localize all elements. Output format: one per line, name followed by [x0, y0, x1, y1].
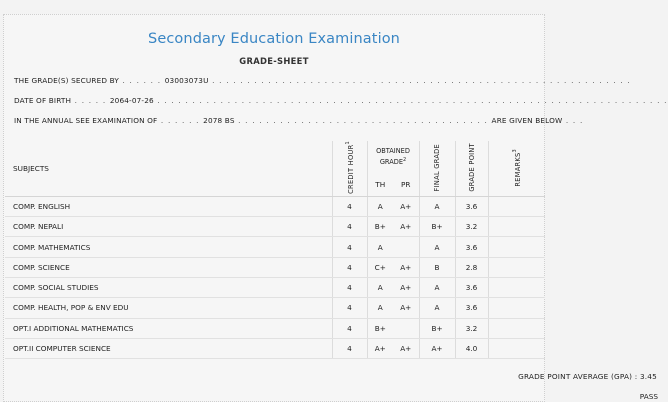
subject-cell: COMP. MATHEMATICS: [5, 237, 332, 257]
gpa-line: [518, 372, 657, 381]
dob-value: 2064-07-26: [109, 96, 154, 105]
remarks-cell: [488, 298, 545, 318]
gpa-value: 3.45: [639, 372, 657, 381]
table-row: [5, 196, 545, 216]
grades-table: [5, 141, 545, 359]
credit-cell: 4: [332, 257, 367, 277]
remarks-cell: [488, 338, 545, 358]
grade-point-cell: 4.0: [455, 338, 488, 358]
final-grade-cell: A: [419, 237, 455, 257]
secured-by-label: THE GRADE(S) SECURED BY: [14, 76, 119, 85]
th-grade-cell: A: [367, 278, 393, 298]
exam-suffix: ARE GIVEN BELOW: [491, 116, 563, 125]
final-grade-cell: A+: [419, 338, 455, 358]
grade-point-cell: 3.2: [455, 217, 488, 237]
credit-cell: 4: [332, 237, 367, 257]
th-grade-cell: A: [367, 196, 393, 216]
subjects-header: SUBJECTS: [5, 141, 332, 196]
table-header-row: [5, 141, 545, 174]
pr-grade-cell: A+: [393, 257, 419, 277]
dob-label: DATE OF BIRTH: [14, 96, 72, 105]
final-grade-header: FINAL GRADE: [419, 141, 455, 196]
secured-by-line: THE GRADE(S) SECURED BY . . . . . . 03003073U . . . . . . . . . . . . . . . . . . . . . . . . . . . . . . . . . . . . . . . . . . . . . . . . . . . . . . . . . . . .: [14, 76, 631, 85]
remarks-cell: [488, 278, 545, 298]
pr-grade-cell: A+: [393, 196, 419, 216]
subject-cell: OPT.I ADDITIONAL MATHEMATICS: [5, 318, 332, 338]
remarks-cell: [488, 217, 545, 237]
pr-header: PR: [393, 174, 419, 197]
remarks-cell: [488, 237, 545, 257]
table-row: [5, 278, 545, 298]
credit-hour-header: CREDIT HOUR$^1$: [332, 141, 367, 196]
page-subtitle: GRADE-SHEET: [239, 56, 309, 66]
grade-point-cell: 3.6: [455, 298, 488, 318]
credit-cell: 4: [332, 217, 367, 237]
remarks-cell: [488, 318, 545, 338]
table-row: [5, 338, 545, 358]
exam-year: 2078 BS: [203, 116, 235, 125]
final-grade-cell: A: [419, 278, 455, 298]
table-row: [5, 217, 545, 237]
grade-point-cell: 3.2: [455, 318, 488, 338]
pr-grade-cell: [393, 318, 419, 338]
grade-point-cell: 3.6: [455, 196, 488, 216]
exam-line: IN THE ANNUAL SEE EXAMINATION OF . . . . . . 2078 BS . . . . . . . . . . . . . . . . . . . . . . . . . . . . . . . . . . . . ARE GIVEN BELOW . . .: [14, 116, 584, 125]
table-row: [5, 298, 545, 318]
subject-cell: COMP. HEALTH, POP & ENV EDU: [5, 298, 332, 318]
grade-point-cell: 3.6: [455, 278, 488, 298]
th-grade-cell: A+: [367, 338, 393, 358]
th-grade-cell: B+: [367, 217, 393, 237]
credit-cell: 4: [332, 338, 367, 358]
final-grade-cell: B+: [419, 217, 455, 237]
final-grade-cell: A: [419, 298, 455, 318]
table-row: [5, 237, 545, 257]
credit-cell: 4: [332, 318, 367, 338]
gpa-label: GRADE POINT AVERAGE (GPA) :: [518, 372, 638, 381]
pr-grade-cell: A+: [393, 217, 419, 237]
pr-grade-cell: A+: [393, 278, 419, 298]
dob-line: DATE OF BIRTH . . . . . 2064-07-26 . . . . . . . . . . . . . . . . . . . . . . . . . . . . . . . . . . . . . . . . . . . . . . . . . . . . . . . . . . . . . . . . . . . . . . . . .: [14, 96, 668, 105]
credit-cell: 4: [332, 278, 367, 298]
credit-cell: 4: [332, 196, 367, 216]
table-row: [5, 318, 545, 338]
grade-point-cell: 2.8: [455, 257, 488, 277]
grade-point-cell: 3.6: [455, 237, 488, 257]
th-grade-cell: B+: [367, 318, 393, 338]
th-grade-cell: A: [367, 298, 393, 318]
page-title: Secondary Education Examination: [148, 31, 400, 47]
pr-grade-cell: A+: [393, 298, 419, 318]
remarks-header: REMARKS$^3$: [488, 141, 545, 196]
pr-grade-cell: A+: [393, 338, 419, 358]
remarks-cell: [488, 196, 545, 216]
subject-cell: COMP. SCIENCE: [5, 257, 332, 277]
result-status: PASS: [639, 392, 658, 401]
subject-cell: COMP. ENGLISH: [5, 196, 332, 216]
exam-label: IN THE ANNUAL SEE EXAMINATION OF: [14, 116, 158, 125]
symbol-number: 03003073U: [164, 76, 209, 85]
grade-point-header: GRADE POINT: [455, 141, 488, 196]
final-grade-cell: B+: [419, 318, 455, 338]
pr-grade-cell: [393, 237, 419, 257]
final-grade-cell: A: [419, 196, 455, 216]
th-header: TH: [367, 174, 393, 197]
th-grade-cell: C+: [367, 257, 393, 277]
remarks-cell: [488, 257, 545, 277]
table-row: [5, 257, 545, 277]
subject-cell: COMP. SOCIAL STUDIES: [5, 278, 332, 298]
final-grade-cell: B: [419, 257, 455, 277]
credit-cell: 4: [332, 298, 367, 318]
subject-cell: COMP. NEPALI: [5, 217, 332, 237]
th-grade-cell: A: [367, 237, 393, 257]
obtained-grade-header: OBTAINED GRADE$^2$: [367, 141, 419, 174]
subject-cell: OPT.II COMPUTER SCIENCE: [5, 338, 332, 358]
